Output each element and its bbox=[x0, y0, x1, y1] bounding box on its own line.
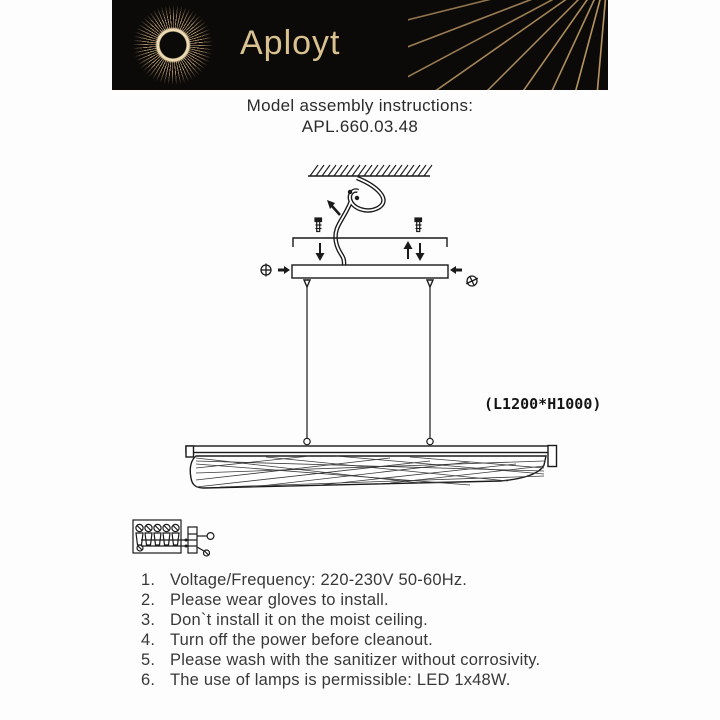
item-number: 2. bbox=[141, 591, 156, 609]
item-text: Don`t install it on the moist ceiling. bbox=[170, 611, 428, 629]
ceiling bbox=[308, 165, 432, 176]
linear-light-bar bbox=[186, 446, 557, 489]
item-number: 6. bbox=[141, 671, 156, 689]
item-number: 5. bbox=[141, 651, 156, 669]
suspension-wires bbox=[304, 287, 433, 445]
list-item bbox=[141, 590, 591, 610]
item-number: 4. bbox=[141, 631, 156, 649]
list-item bbox=[141, 570, 591, 590]
item-text: Please wash with the sanitizer without corrosivity. bbox=[170, 651, 541, 669]
terminal-block-diagram bbox=[133, 520, 214, 556]
list-item bbox=[141, 670, 591, 690]
model-number: APL.660.03.48 bbox=[301, 117, 419, 136]
item-text: Turn off the power before cleanout. bbox=[170, 631, 433, 649]
insertion-arrow-icons bbox=[316, 241, 425, 261]
page-title: Model assembly instructions: bbox=[246, 96, 474, 115]
item-number: 3. bbox=[141, 611, 156, 629]
power-cable-icon bbox=[327, 178, 383, 266]
item-text: Please wear gloves to install. bbox=[170, 591, 389, 609]
mounting-bracket bbox=[293, 238, 447, 247]
brand-name: Aployt bbox=[240, 24, 341, 62]
item-number: 1. bbox=[141, 571, 156, 589]
list-item bbox=[141, 650, 591, 670]
mounting-screw-icons bbox=[315, 218, 422, 232]
list-item bbox=[141, 610, 591, 630]
list-item bbox=[141, 630, 591, 650]
item-text: The use of lamps is permissible: LED 1x48W. bbox=[170, 671, 511, 689]
item-text: Voltage/Frequency: 220-230V 50-60Hz. bbox=[170, 571, 468, 589]
dimension-label: (L1200*H1000) bbox=[484, 395, 602, 413]
ceiling-canopy bbox=[292, 265, 448, 287]
instructions-list bbox=[141, 570, 591, 690]
